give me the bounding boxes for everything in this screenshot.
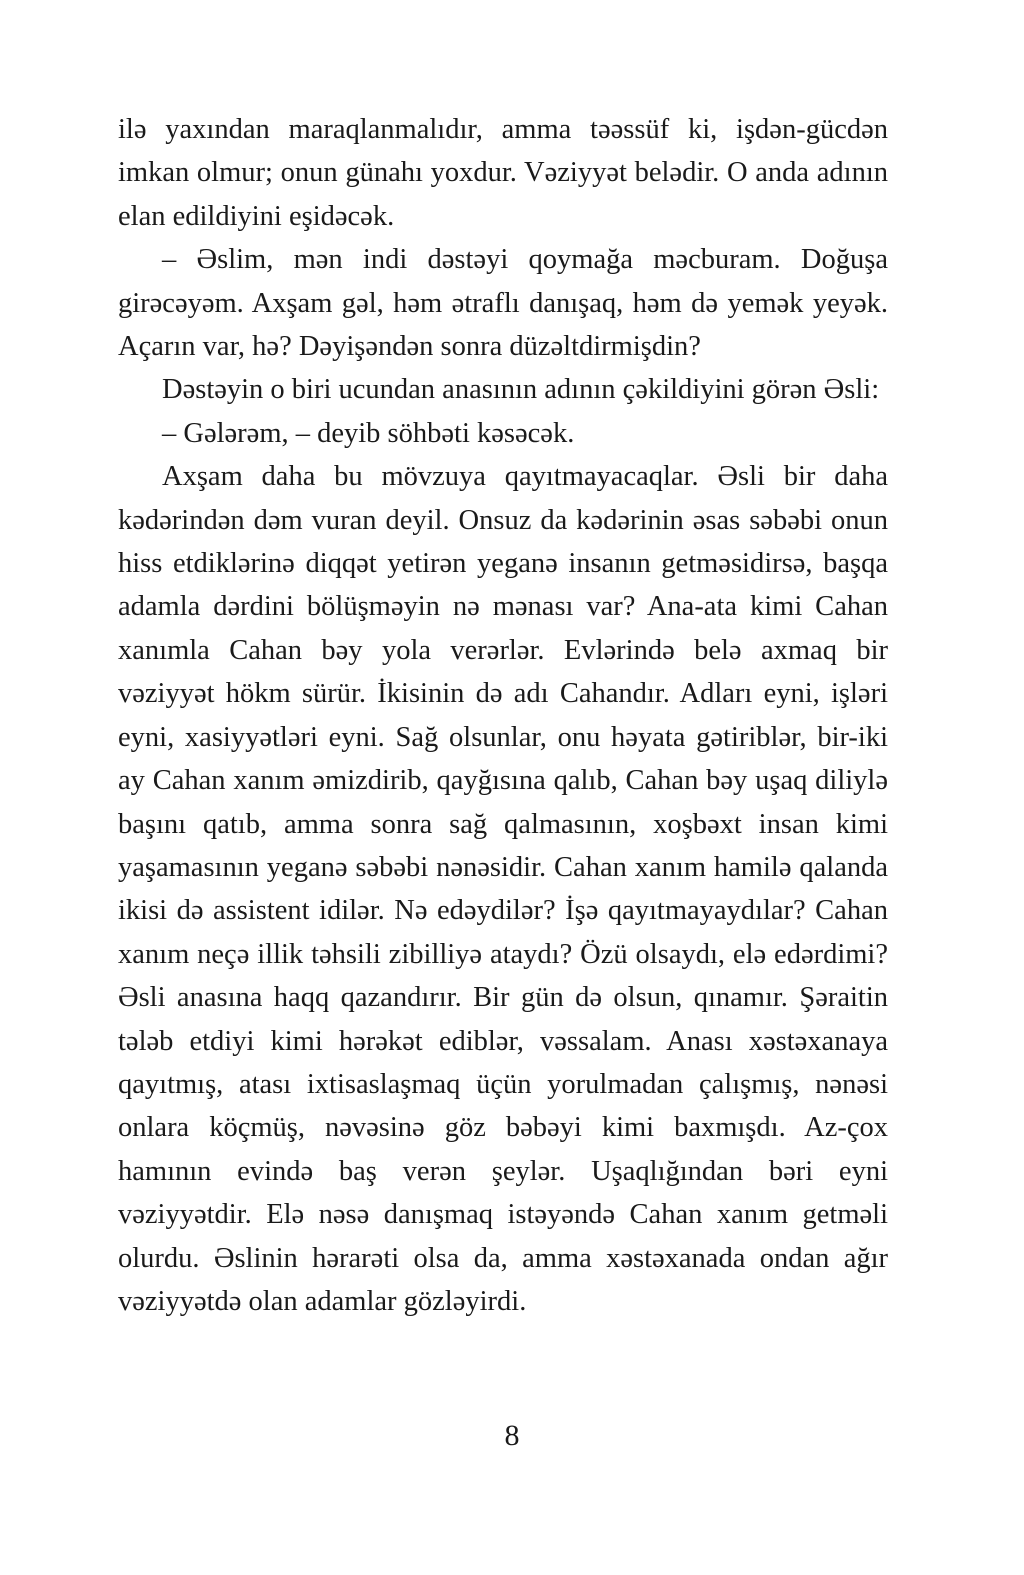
paragraph-5: Axşam daha bu mövzuya qayıtmayacaqlar. Əsli bir daha kədərindən dəm vuran deyil. Onsuz da kədərinin əsas səbəbi onun hiss etdiklərinə diqqət yetirən yeganə insanın getməsidirsə, başqa adamla dərdini bölüşməyin nə mənası var? Ana-ata kimi Cahan xanımla Cahan bəy yola verərlər. Evlərində belə axmaq bir vəziyyət hökm sürür. İkisinin də adı Cahandır. Adları eyni, işləri eyni, xasiyyətləri eyni. Sağ olsunlar, onu həyata gətiriblər, bir-iki ay Cahan xanım əmizdirib, qayğısına qalıb, Cahan bəy uşaq diliylə başını qatıb, amma sonra sağ qalmasının, xoşbəxt insan kimi yaşamasının yeganə səbəbi nənəsidir. Cahan xanım hamilə qalanda ikisi də assistent idilər. Nə edəydilər? İşə qayıtmayaydılar? Cahan xanım neçə illik təhsili zibilliyə ataydı? Özü olsaydı, elə edərdimi? Əsli anasına haqq qazandırır. Bir gün də olsun, qınamır. Şəraitin tələb etdiyi kimi hərəkət ediblər, vəssalam. Anası xəstəxanaya qayıtmış, atası ixtisaslaşmaq üçün yorulmadan çalışmış, nənəsi onlara köçmüş, nəvəsinə göz bəbəyi kimi baxmışdı. Az-çox hamının evində baş verən şeylər. Uşaqlığından bəri eyni vəziyyətdir. Elə nəsə danışmaq istəyəndə Cahan xanım getməli olurdu. Əslinin hərarəti olsa da, amma xəstəxanada ondan ağır vəziyyətdə olan adamlar gözləyirdi. <box>118 461 888 1317</box>
paragraph-4: – Gələrəm, – deyib söhbəti kəsəcək. <box>162 417 575 449</box>
paragraph-3: Dəstəyin o biri ucundan anasının adının çəkildiyini görən Əsli: <box>162 374 880 406</box>
paragraph-1: ilə yaxından maraqlanmalıdır, amma təəssüf ki, işdən-gücdən imkan olmur; onun günahı yoxdur. Vəziyyət belədir. O anda adının elan edildiyini eşidəcək. <box>118 114 888 232</box>
paragraph-2: – Əslim, mən indi dəstəyi qoymağa məcburam. Doğuşa girəcəyəm. Axşam gəl, həm ətraflı danışaq, həm də yemək yeyək. Açarın var, hə? Dəyişəndən sonra düzəltdirmişdin? <box>118 244 888 363</box>
page-number: 8 <box>504 1419 520 1452</box>
body-text <box>118 108 888 1323</box>
